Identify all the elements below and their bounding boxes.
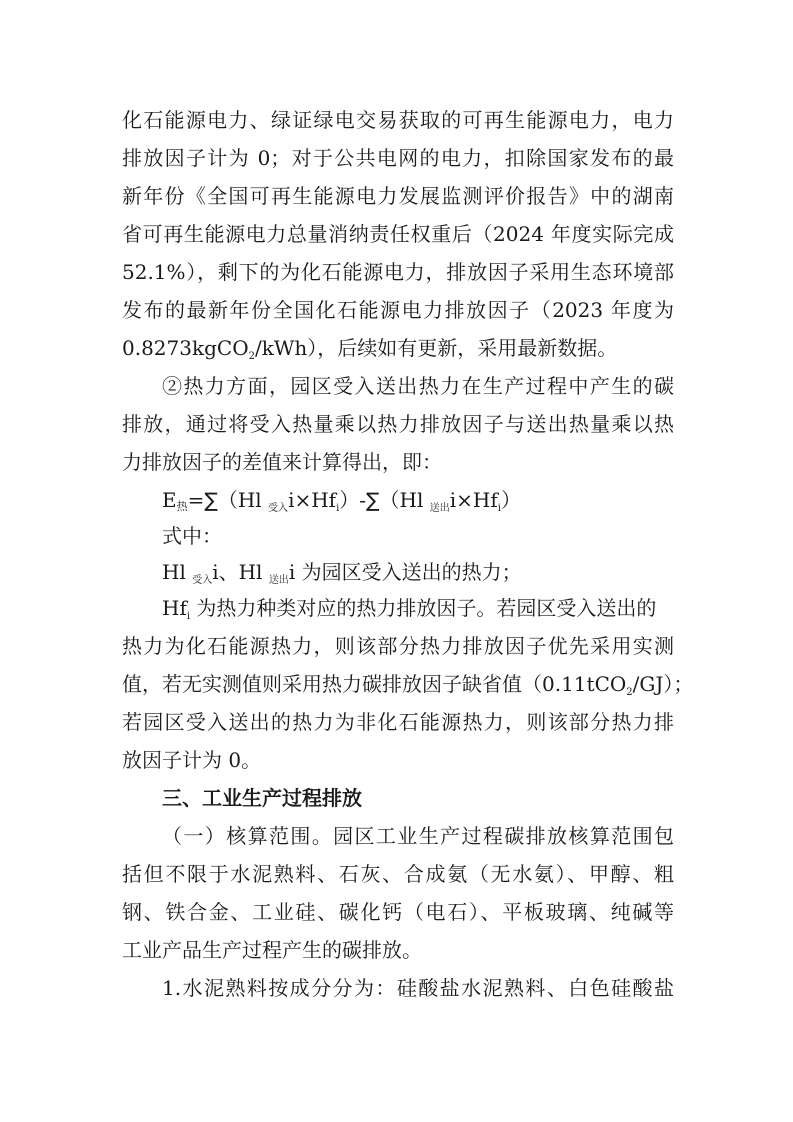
formula-symbol: ×Hf — [456, 488, 498, 512]
formula-symbol: ）- — [339, 488, 367, 512]
subscript: 送出 — [268, 575, 289, 586]
formula-symbol: ） — [500, 488, 521, 512]
paragraph-line: 钢、铁合金、工业硅、碳化钙（电石）、平板玻璃、纯碱等 — [122, 900, 674, 924]
sum-symbol: ∑ — [366, 488, 380, 512]
subscript: 热 — [176, 500, 188, 513]
paragraph-line: 排放因子计为 0；对于公共电网的电力，扣除国家发布的最 — [122, 146, 674, 170]
subscript: i — [497, 503, 501, 514]
paragraph-line: 化石能源电力、绿证绿电交易获取的可再生能源电力，电力 — [122, 108, 674, 132]
paragraph-line-emission-factor — [122, 336, 617, 369]
paragraph-line-indented: （一）核算范围。园区工业生产过程碳排放核算范围包 — [162, 824, 674, 848]
formula-symbol: i — [288, 488, 295, 512]
paragraph-line: 力排放因子的差值来计算得出，即： — [122, 450, 442, 474]
formula-symbol: i — [288, 560, 296, 584]
subscript: 2 — [626, 687, 633, 698]
subscript: i — [336, 503, 340, 514]
formula-symbol: i — [449, 488, 457, 512]
formula-symbol: Hf — [162, 596, 187, 620]
paragraph-line-indented: 1.水泥熟料按成分分为：硅酸盐水泥熟料、白色硅酸盐 — [162, 976, 674, 1000]
subscript: 受入 — [192, 575, 213, 586]
text-run: 0.8273kgCO — [122, 336, 249, 360]
paragraph-line: 发布的最新年份全国化石能源电力排放因子（2023 年度为 — [122, 298, 674, 322]
heat-emission-formula — [162, 488, 521, 521]
formula-symbol: （Hl — [217, 488, 269, 512]
text-run: 为热力种类对应的热力排放因子。若园区受入送出的 — [190, 596, 657, 620]
subscript: 受入 — [268, 503, 289, 514]
paragraph-line: 排放，通过将受入热量乘以热力排放因子与送出热量乘以热 — [122, 412, 674, 436]
formula-symbol: Hl — [238, 560, 269, 584]
formula-where-label: 式中： — [162, 524, 222, 548]
formula-definition-hf — [162, 596, 656, 629]
subscript: 送出 — [429, 503, 450, 514]
paragraph-line: 放因子计为 0。 — [122, 748, 262, 772]
paragraph-line-indented: ②热力方面，园区受入送出热力在生产过程中产生的碳 — [162, 374, 674, 398]
text-run: /kWh），后续如有更新，采用最新数据。 — [254, 336, 618, 360]
paragraph-line: 括但不限于水泥熟料、石灰、合成氨（无水氨）、甲醇、粗 — [122, 862, 674, 886]
text-run: 为园区受入送出的热力； — [295, 560, 522, 584]
paragraph-line: 新年份《全国可再生能源电力发展监测评价报告》中的湖南 — [122, 184, 674, 208]
paragraph-line: 52.1%），剩下的为化石能源电力，排放因子采用生态环境部 — [122, 260, 674, 284]
formula-symbol: E — [162, 488, 177, 512]
subscript: 2 — [248, 351, 255, 362]
text-run: /GJ）； — [632, 672, 694, 696]
paragraph-line: 省可再生能源电力总量消纳责任权重后（2024 年度实际完成 — [122, 222, 674, 246]
sum-symbol: ∑ — [204, 488, 218, 512]
paragraph-line: 热力为化石能源热力，则该部分热力排放因子优先采用实测 — [122, 634, 674, 658]
text-run: 值，若无实测值则采用热力碳排放因子缺省值（0.11tCO — [122, 672, 627, 696]
subscript: i — [186, 611, 191, 622]
formula-symbol: Hl — [162, 560, 193, 584]
formula-definition-hl — [162, 560, 522, 593]
section-heading: 三、工业生产过程排放 — [162, 786, 362, 810]
paragraph-line: 工业产品生产过程产生的碳排放。 — [122, 938, 422, 962]
formula-symbol: i、 — [212, 560, 239, 584]
paragraph-line: 若园区受入送出的热力为非化石能源热力，则该部分热力排 — [122, 710, 674, 734]
formula-symbol: （Hl — [379, 488, 430, 512]
formula-symbol: ×Hf — [294, 488, 337, 512]
paragraph-line-default-value — [122, 672, 693, 705]
formula-symbol: = — [187, 488, 205, 512]
